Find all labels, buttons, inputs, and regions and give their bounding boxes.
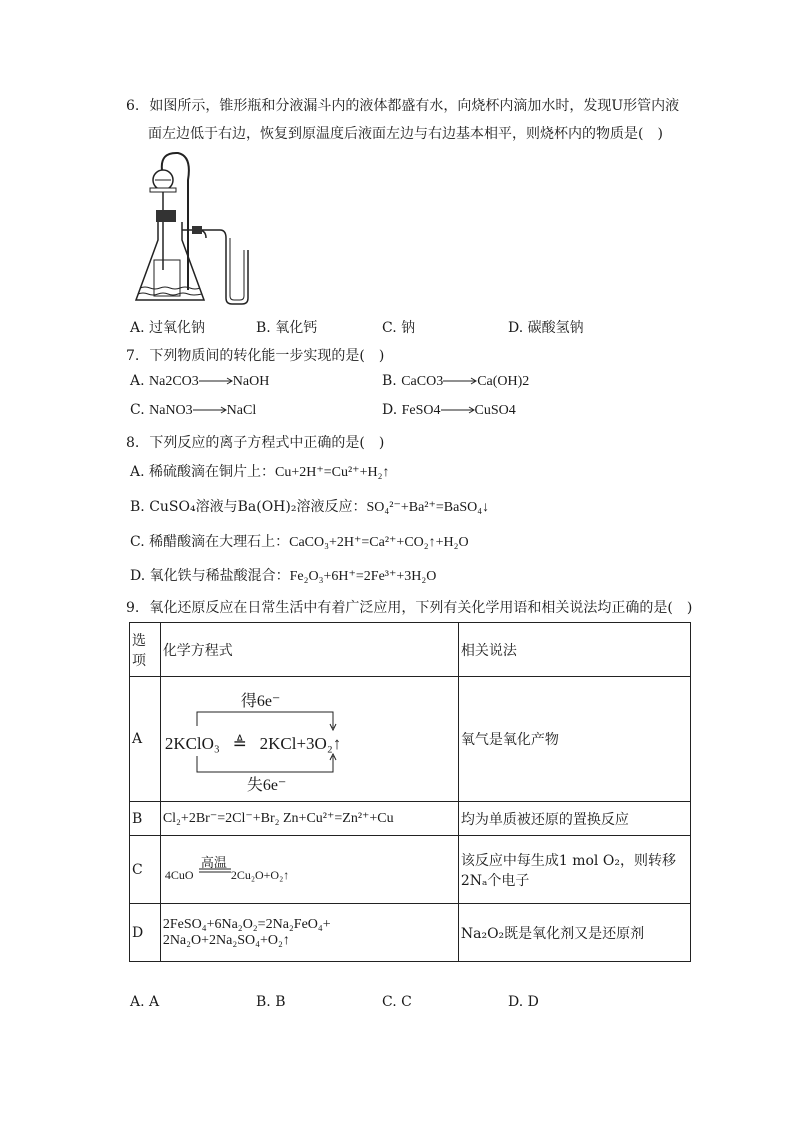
question-8-stem: 8. 下列反应的离子方程式中正确的是( ) (126, 435, 385, 451)
q6-option-b[interactable]: B. 氧化钙 (256, 320, 318, 336)
table-row (130, 836, 691, 904)
lose-label: 失6e⁻ (246, 777, 287, 794)
row-c-equation: 4CuO 高温 2Cu₂O+O₂↑ (160, 836, 458, 904)
question-7-stem: 7. 下列物质间的转化能一步实现的是( ) (126, 348, 385, 364)
q7-option-c[interactable]: C. NaNO3 NaCl (130, 402, 257, 418)
header-note: 相关说法 (458, 623, 690, 677)
row-a-note: 氧气是氧化产物 (458, 677, 690, 802)
question-6-line2: 面左边低于右边，恢复到原温度后液面左边与右边基本相平，则烧杯内的物质是( ) (148, 126, 663, 142)
question-6-stem (126, 92, 706, 148)
row-d-note: Na₂O₂既是氧化剂又是还原剂 (458, 904, 690, 962)
q7-option-a[interactable]: A. Na2CO3 NaOH (130, 373, 270, 389)
q6-option-c[interactable]: C. 钠 (382, 320, 416, 336)
q9-option-c[interactable]: C. C (382, 994, 412, 1010)
table-row (130, 904, 691, 962)
row-c-note: 该反应中每生成1 mol O₂，则转移 2Nₐ个电子 (458, 836, 690, 904)
table-row (130, 677, 691, 802)
q8-option-b[interactable]: B. CuSO₄溶液与Ba(OH)₂溶液反应：SO₄²⁻+Ba²⁺=BaSO₄↓ (130, 499, 490, 515)
q8-option-a[interactable]: A. 稀硫酸滴在铜片上：Cu+2H⁺=Cu²⁺+H₂↑ (130, 464, 390, 480)
row-a-option: A (130, 677, 161, 802)
q9-option-b[interactable]: B. B (256, 994, 286, 1010)
q9-option-a[interactable]: A. A (130, 994, 160, 1010)
table-row (130, 802, 691, 836)
q6-option-d[interactable]: D. 碳酸氢钠 (508, 320, 584, 336)
row-d-equation: 2FeSO₄+6Na₂O₂=2Na₂FeO₄+ 2Na₂O+2Na₂SO₄+O₂↑ (160, 904, 458, 962)
row-b-equation: Cl₂+2Br⁻=2Cl⁻+Br₂ Zn+Cu²⁺=Zn²⁺+Cu (160, 802, 458, 836)
row-b-option: B (130, 802, 161, 836)
gain-label: 得6e⁻ (240, 693, 281, 710)
row-d-option: D (130, 904, 161, 962)
q7-option-b[interactable]: B. CaCO3 Ca(OH)2 (382, 373, 530, 389)
q8-option-c[interactable]: C. 稀醋酸滴在大理石上：CaCO₃+2H⁺=Ca²⁺+CO₂↑+H₂O (130, 534, 469, 550)
header-option: 选项 (130, 623, 161, 677)
question-6-line1: 6. 如图所示，锥形瓶和分液漏斗内的液体都盛有水，向烧杯内滴加水时，发现U形管内液 (126, 98, 680, 114)
q6-option-a[interactable]: A. 过氧化钠 (130, 320, 206, 336)
header-equation: 化学方程式 (160, 623, 458, 677)
row-a-equation (160, 677, 458, 802)
q9-table (129, 622, 691, 962)
q8-option-d[interactable]: D. 氧化铁与稀盐酸混合：Fe₂O₃+6H⁺=2Fe³⁺+3H₂O (130, 568, 437, 584)
row-b-note: 均为单质被还原的置换反应 (458, 802, 690, 836)
q9-option-d[interactable]: D. D (508, 994, 539, 1010)
q7-option-d[interactable]: D. FeSO4 CuSO4 (382, 402, 516, 418)
row-a-formula: 2KClO₃ ≜ 2KCl+3O₂↑ (164, 734, 342, 753)
row-c-option: C (130, 836, 161, 904)
question-9-stem: 9. 氧化还原反应在日常生活中有着广泛应用，下列有关化学用语和相关说法均正确的是( ) (126, 600, 693, 616)
apparatus-figure (130, 150, 260, 310)
table-header-row (130, 623, 691, 677)
